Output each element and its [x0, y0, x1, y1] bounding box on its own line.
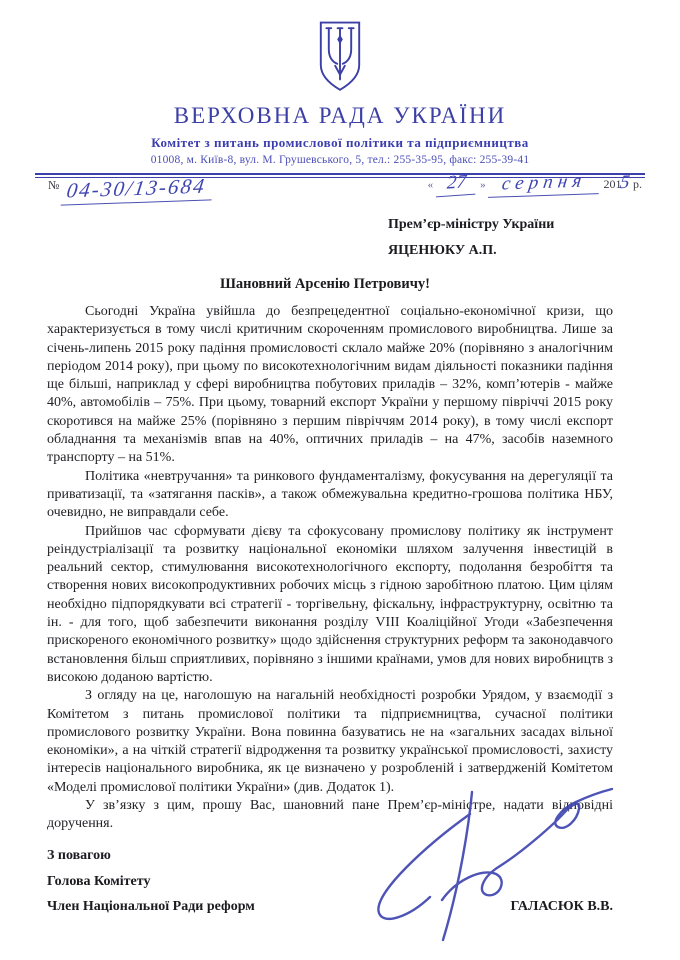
committee-name: Комітет з питань промислової політики та підприємництва	[151, 135, 529, 150]
paragraph-3: Прийшов час сформувати дієву та сфокусовану промислову політику як інструмент реіндустріалізації та розвитку національної економіки шляхом залучення інвестицій в реальний сектор, стимулювання високотехнологічного експорту, подолання безробіття та створення нових високопродуктивних робочих місць з гідною заробітною платою. Цим цілям необхідно підпорядкувати всі стратегії - торгівельну, фіскальну, інфраструктурну, освітню та ін. - для того, щоб забезпечити виконання розділу VIII Коаліційної Угоди «Забезпечення прискореного економічного розвитку» щодо здійснення структурних реформ та законодавчого встановлення більш сприятливих, порівняно з іншими країнами, умов для нових виробництв з високою доданою вартістю.	[47, 523, 613, 685]
outgoing-number	[48, 173, 214, 203]
paragraph-1: Сьогодні Україна увійшла до безпрецедентної соціально-економічної кризи, що характеризується в тому числі критичним скороченням промислового виробництва. Лише за січень-липень 2015 року падіння промисловості склало майже 20% (порівняно з аналогічним періодом 2014 року), при цьому по високотехнологічним видам діяльності показники падіння ще більші, наприклад у сфері виробництва побутових приладів – 32%, комп’ютерів - майже 40%, автомобілів – 75%. При цьому, товарний експорт України у першому півріччі 2015 року скоротився на майже 25% (порівняно з першим півріччям 2014 року), в тому числі експорт обладнання та механізмів впав на 40%, оптичних приладів – на 47%, засобів наземного транспорту – на 51%.	[47, 304, 613, 466]
paragraph-5: У зв’язку з цим, прошу Вас, шановний пане Прем’єр-міністре, надати відповідні доручення.	[47, 798, 613, 832]
open-quote: «	[427, 179, 434, 191]
handwritten-day: 27	[436, 171, 477, 198]
letter-date	[428, 172, 642, 196]
year-suffix: р.	[633, 177, 642, 191]
paragraph-2: Політика «невтручання» та ринкового фундаменталізму, фокусування на дерегуляції та приватизації, та «затягання пасків», а також обмежувальна кредитно-грошова політика НБУ, очевидно, не виправдали себе.	[47, 468, 613, 521]
letterhead	[0, 0, 680, 178]
addressee-title: Прем’єр-міністру України	[388, 217, 555, 232]
number-sign-label: №	[48, 178, 60, 192]
close-quote: »	[480, 179, 486, 191]
printed-year: 201	[603, 177, 622, 191]
handwritten-ref-number: 04-30/13-684	[61, 173, 216, 205]
letter-body	[47, 303, 613, 834]
handwritten-month: серпня	[488, 170, 602, 198]
closing-regards: З повагою	[47, 848, 111, 863]
salutation: Шановний Арсенію Петровичу!	[219, 276, 431, 292]
signer-name: ГАЛАСЮК В.В.	[510, 899, 613, 914]
reference-row	[48, 170, 642, 206]
signer-title-2: Член Національної Ради реформ	[47, 899, 255, 914]
addressee-name: ЯЦЕНЮКУ А.П.	[388, 243, 497, 258]
parliament-title: ВЕРХОВНА РАДА УКРАЇНИ	[173, 103, 507, 128]
closing-block	[47, 848, 613, 915]
paragraph-4: З огляду на це, наголошую на нагальній необхідності розробки Урядом, у взаємодії з Комітетом з питань промислової політики та підприємництва, сучасної політики промислового розвитку України. Вона повинна базуватись не на «загальних засадах вільної економіки», а на чіткій стратегії відродження та розвитку української промисловості, захисту інтересів національного виробника, як це визначено у розробленій і затвердженій Комітетом «Моделі промислової політики України» (див. Додаток 1).	[47, 688, 613, 795]
committee-address: 01008, м. Київ-8, вул. М. Грушевського, 5, тел.: 255-35-95, факс: 255-39-41	[150, 154, 530, 166]
addressee-block	[388, 212, 554, 264]
ukraine-trident-emblem-icon	[0, 20, 680, 99]
signer-title-1: Голова Комітету	[47, 874, 151, 889]
handwritten-year-digit: 5	[618, 171, 631, 194]
